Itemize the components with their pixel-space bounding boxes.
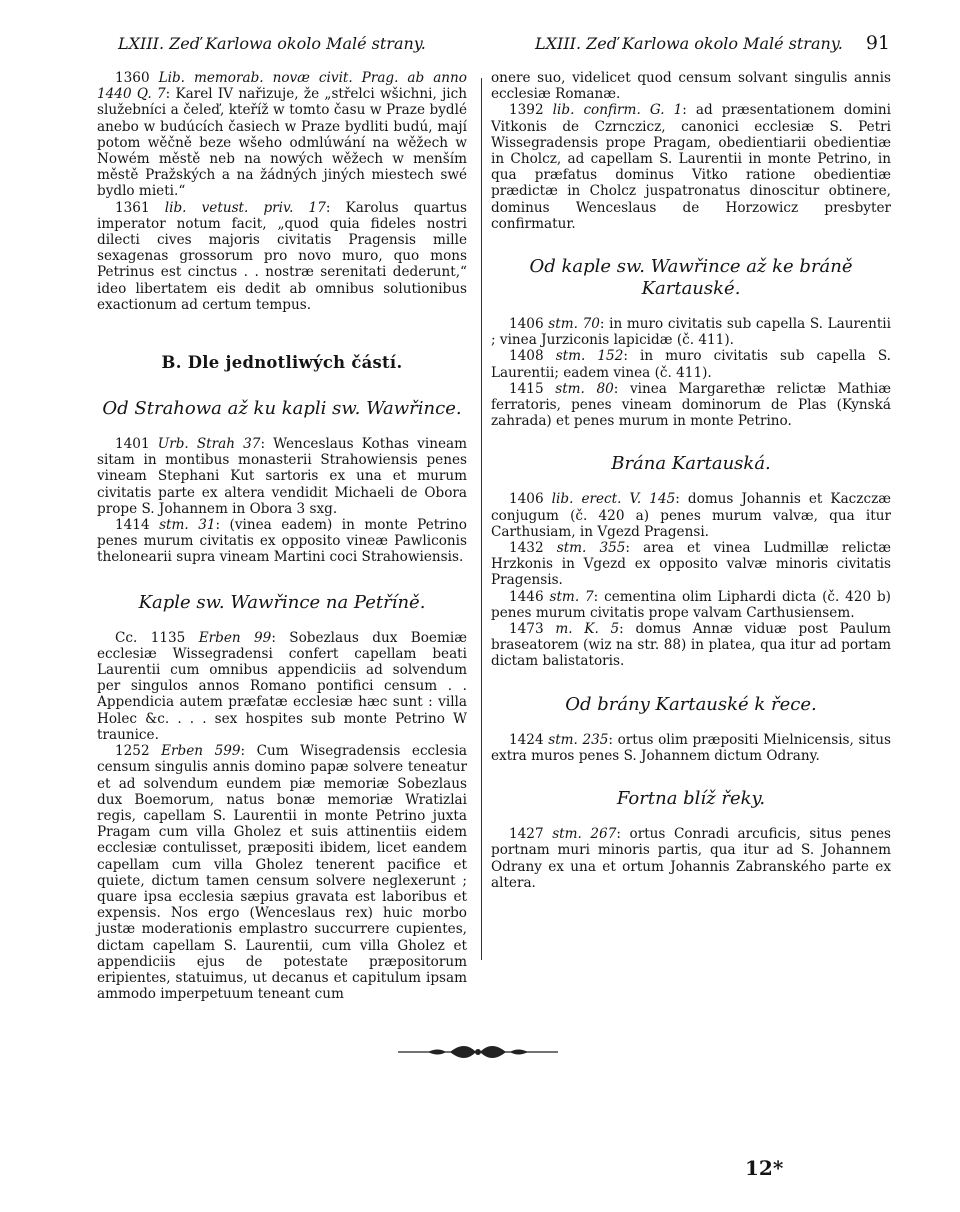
entry-year: Cc. 1135 bbox=[115, 629, 186, 646]
entry-group bbox=[491, 316, 891, 429]
column-divider bbox=[481, 78, 482, 960]
entry-source-ref: lib. confirm. G. 1 bbox=[552, 102, 683, 119]
entry-source-ref: lib. erect. V. 145 bbox=[551, 491, 676, 508]
section-heading-b: B. Dle jednotliwých částí. bbox=[161, 353, 403, 373]
entry-paragraph bbox=[97, 70, 467, 200]
entry-text: : ad præsentationem domini Vitkonis de Czrnczicz, canonici ecclesiæ S. Petri Wissegradensis prope Pragam, obedientiarii obedientiæ in Cholcz, ad capellam S. Laurentii in monte Petrino, in qua præfatus dominus Vitko ratione obedientiæ prædictæ in Cholcz juspatronatus dinoscitur obtinere, dominus Wenceslaus de Horzowicz presbyter confirmatur. bbox=[491, 102, 891, 232]
signature-mark: 12* bbox=[745, 1156, 784, 1180]
entry-group bbox=[97, 436, 467, 566]
running-header-right: LXIII. Zeď Karlowa okolo Malé strany. bbox=[535, 34, 843, 53]
entry-source-ref: stm. 80 bbox=[555, 380, 614, 397]
entry-paragraph bbox=[491, 540, 891, 589]
entry-year: 1473 bbox=[509, 621, 544, 638]
subheading-strahov: Od Strahowa až ku kapli sw. Wawřince. bbox=[102, 398, 462, 420]
entry-source-ref: lib. vetust. priv. 17 bbox=[164, 199, 326, 216]
entry-text: : vinea Margarethæ relictæ Mathiæ ferratoris, penes vineam dominorum de Plas (Kynská zahrada) et penes murum in monte Petrino. bbox=[491, 380, 891, 430]
ornament-divider bbox=[398, 1042, 558, 1062]
entry-paragraph bbox=[97, 743, 467, 1002]
entry-source-ref: stm. 70 bbox=[548, 316, 600, 333]
entry-group bbox=[491, 732, 891, 764]
entry-paragraph bbox=[491, 491, 891, 540]
continuation-text: onere suo, videlicet quod censum solvant singulis annis ecclesiæ Romanæ. bbox=[491, 70, 891, 103]
entry-paragraph bbox=[97, 517, 467, 566]
entry-text: : Wenceslaus Kothas vineam sitam in montibus monasterii Strahowiensis penes vineam Stephani Kut sartoris ex una et murum civitatis parte ex altera vendidit Michaeli de Obora prope S. Johannem in Obora 3 sxg. bbox=[97, 436, 467, 517]
entry-source-ref: Erben 99 bbox=[198, 629, 272, 646]
entry-paragraph bbox=[491, 826, 891, 891]
entry-source-ref: Urb. Strah 37 bbox=[157, 436, 261, 453]
entry-paragraph bbox=[491, 621, 891, 670]
entry-year: 1432 bbox=[509, 540, 544, 557]
entry-text: : ortus olim præpositi Mielnicensis, situs extra muros penes S. Johannem dictum Odrany. bbox=[491, 731, 891, 764]
entry-source-ref: stm. 267 bbox=[552, 826, 617, 843]
entry-paragraph bbox=[491, 102, 891, 232]
entry-text: : ortus Conradi arcuficis, situs penes portnam muri minoris partis, qua itur ad S. Johannem Odrany ex una et ortum Johannis Zabranského parte ex altera. bbox=[491, 826, 891, 891]
running-header-left: LXIII. Zeď Karlowa okolo Malé strany. bbox=[118, 34, 426, 53]
left-column bbox=[97, 70, 467, 1002]
entry-year: 1401 bbox=[115, 436, 150, 453]
entry-text: : Cum Wisegradensis ecclesia censum singulis annis domino papæ solvere teneatur et ad solvendum eundem piæ memoriæ Sobezlaus dux Boemorum, natus bonæ memoriæ Wratizlai regis, capellam S. Laurentii in monte Petrino juxta Pragam cum villa Gholez et suis attinentiis eidem ecclesiæ contulisset, præpositi ibidem, licet eandem capellam cum villa Gholez tenerent pacifice et quiete, dictum tamen censum solvere neglexerunt ; quare ipsa ecclesia sæpius gravata est laboribus et expensis. Nos ergo (Wenceslaus rex) huic morbo justæ moderationis emplastro succurrere cupientes, dictam capellam S. Laurentii, cum villa Gholez et appendiciis ejus de potestate præpositorum eripientes, statuimus, ut decanus et capitulum ipsam ammodo imperpetuum teneant cum bbox=[97, 743, 467, 1003]
entry-year: 1427 bbox=[509, 826, 544, 843]
subheading-k-rece: Od brány Kartauské k řece. bbox=[565, 693, 817, 715]
entry-text: : Karolus quartus imperator notum facit, „quod quia fideles nostri dilecti cives majoris civitatis Pragensis mille sexagenas grossorum pro novo muro, quo mons Petrinus est cinctus . . nostræ serenitati dederunt,“ ideo libertatem eis dedit ab omnibus solutionibus exactionum ad certum tempus. bbox=[97, 199, 468, 313]
entry-source-ref: stm. 355 bbox=[556, 540, 626, 557]
entry-group bbox=[491, 826, 891, 891]
entry-text: : cementina olim Liphardi dicta (č. 420 b) penes murum civitatis prope valvam Carthusiensem. bbox=[491, 588, 891, 621]
entry-year: 1406 bbox=[509, 491, 544, 508]
entry-paragraph bbox=[491, 348, 891, 380]
subheading-kaple-brana: Od kaple sw. Wawřince až ke bráně Kartauské. bbox=[529, 256, 853, 300]
entry-source-ref: m. K. 5 bbox=[555, 621, 620, 638]
entry-text: : (vinea eadem) in monte Petrino penes murum civitatis ex opposito vineæ Pawliconis thelonearii supra vineam Martini coci Strahowiensis. bbox=[97, 517, 467, 566]
entry-paragraph bbox=[97, 630, 467, 743]
entry-year: 1361 bbox=[115, 199, 150, 216]
entry-group bbox=[491, 102, 891, 232]
page-number: 91 bbox=[865, 32, 890, 54]
entry-source-ref: Erben 599 bbox=[161, 743, 241, 760]
entry-paragraph bbox=[491, 316, 891, 348]
entry-source-ref: stm. 152 bbox=[555, 348, 624, 365]
entry-source-ref: stm. 235 bbox=[548, 731, 609, 748]
entry-year: 1415 bbox=[509, 380, 544, 397]
entry-year: 1424 bbox=[509, 731, 544, 748]
entry-text: : domus Annæ viduæ post Paulum braseatorem (wiz na str. 88) in platea, qua itur ad portam dictam balistatoris. bbox=[491, 621, 891, 670]
entry-text: : domus Johannis et Kaczczæ conjugum (č. 420 a) penes murum valvæ, qua itur Carthusiam, in Vgezd Pragensi. bbox=[491, 491, 892, 540]
entry-paragraph bbox=[97, 200, 467, 313]
entry-text: : Karel IV nařizuje, že „střelci wšichni, jich služebníci a čeleď, kteříž w tomto času w Praze bydlé anebo w budúcích časiech w Praze bydliti budú, mají potom wěčně beze wšeho odmlúwání na wěžech w Nowém městě neb na nowých wěžech w menším městě Pražských a na žádných jiných miestech swé bydlo mieti.“ bbox=[97, 86, 467, 200]
entry-year: 1406 bbox=[509, 316, 544, 333]
entry-group bbox=[491, 491, 891, 669]
entry-year: 1252 bbox=[115, 743, 150, 760]
subheading-fortna: Fortna blíž řeky. bbox=[616, 788, 766, 810]
entry-paragraph bbox=[491, 589, 891, 621]
entry-text: : area et vinea Ludmillæ relictæ Hrzkonis in Vgezd ex opposito valvæ minoris civitatis Pragensis. bbox=[491, 540, 891, 589]
subheading-brana: Brána Kartauská. bbox=[611, 453, 771, 475]
entry-group bbox=[97, 70, 467, 313]
entry-source-ref: stm. 31 bbox=[159, 517, 216, 534]
entry-paragraph bbox=[491, 732, 891, 764]
right-column bbox=[491, 70, 891, 891]
entry-paragraph bbox=[97, 436, 467, 517]
entry-year: 1392 bbox=[509, 102, 544, 119]
entry-group bbox=[97, 630, 467, 1003]
entry-year: 1360 bbox=[115, 70, 150, 86]
entry-paragraph bbox=[491, 381, 891, 430]
entry-year: 1414 bbox=[115, 517, 150, 534]
entry-text: : Sobezlaus dux Boemiæ ecclesiæ Wissegradensi confert capellam beati Laurentii cum omnibus appendiciis ad solvendum per singulos annos Romano pontifici censum . . Appendicia autem præfatæ ecclesiæ hæc sunt : villa Holec &c. . . . sex hospites sub monte Petrino W traunice. bbox=[97, 629, 467, 743]
subheading-kaple: Kaple sw. Wawřince na Petříně. bbox=[138, 591, 426, 613]
entry-source-ref: stm. 7 bbox=[549, 588, 594, 605]
entry-year: 1408 bbox=[509, 348, 544, 365]
entry-text: : in muro civitatis sub capella S. Laurentii ; vinea Jurziconis lapicidæ (č. 411). bbox=[491, 316, 891, 349]
entry-text: : in muro civitatis sub capella S. Laurentii; eadem vinea (č. 411). bbox=[491, 348, 891, 381]
entry-year: 1446 bbox=[509, 588, 544, 605]
entry-source-ref: Lib. memorab. novæ civit. Prag. ab anno 1440 Q. 7 bbox=[97, 70, 467, 103]
